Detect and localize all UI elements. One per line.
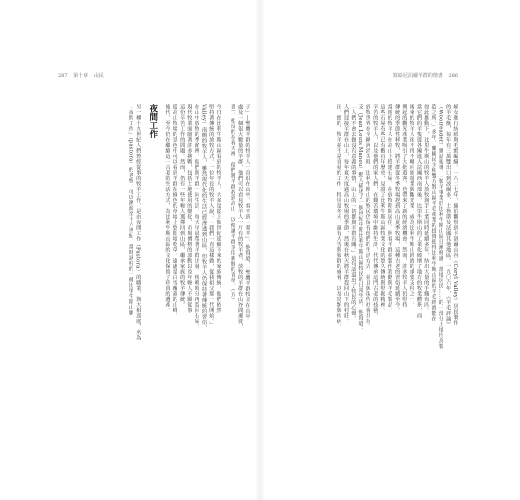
right-running-head [393, 72, 462, 79]
right-title: 寫給尼泊爾羊群的情書 [392, 73, 443, 79]
text-column: 後來的牧羊人卻不得不轉向旅遊業與觀光業，成為比利牛斯山經濟的重要支柱之一。 [408, 104, 415, 308]
text-column: 支（Jean Louis Manou）動人描述了一個世紀中期比利牛斯山區牧民的日常生活，他寫道： [357, 104, 364, 332]
text-column: 現代牧業面臨著許多挑戰，包括土地使用的變化、市場價格的波動以及年輕人不願從事 [185, 104, 192, 313]
text-column: 從高山牧場的景色中可以看到羊群在綠色的草地上悠閒地吃草，遠處是白雪覆蓋的山峰， [171, 104, 178, 319]
text-column: 辛苦的牧羊人，以及他們的家人們，在艱苦環境中維持生計，代代傳承這門古老的技藝， [371, 104, 378, 319]
right-page [260, 0, 520, 500]
text-column: 當地的牧羊人在高山上搭建石屋，在放牧期間居住，照看羊群並製作乳酪與羊毛製品， [386, 104, 393, 313]
text-column: 另一種十九世紀人們曾經從事的牧羊工作，是由夜間工作（Pastora）的職業，與大相逕庭，名為 [134, 104, 141, 341]
left-text-block [56, 104, 250, 404]
text-column: 傳統的季節性移牧，將羊群從冬季牧場趕到高山夏季牧場，這種古老的習俗延續至今。 [393, 104, 400, 313]
text-column: 「人們不會去做沒有意義的事情，山上的一切都與羊群有關。」這句話道出了牧民的心聲。 [349, 104, 356, 322]
text-column: 處及一個很大數量的羊群，他們可以看見牧羊人一片有的牧羊者，放牧的羊群在山谷間遷徙， [236, 104, 243, 330]
text-column: 當它們的羊隻從各國進入法國西南部後，比里牛斯山的工業化破壞了地方的牧業體系，而 [415, 104, 422, 319]
text-column: 堅持著傳統的放牧方式。一位年長的牧羊人說：「我們一直這樣做，從我祖父那一代開始。」 [207, 104, 214, 327]
text-column: 如此推動下，比里牛斯山的牧羊人放牧與手工業同時延續多年，紡出大量的手織布匹。 [422, 104, 429, 313]
left-page-number: 287 [58, 73, 68, 79]
right-text-block [272, 104, 458, 404]
text-column: 子」—聖鷹羊群的牧羊人一直沿在山中，看不到「羣羊」。他寫道，「聖鷹羊群牧羊在山中 [244, 104, 250, 319]
text-column: 放牧世界在全歐洲消失時，比利牛斯山的牧民仍保有他們的生活方式，並且與現代社會共存。 [364, 104, 371, 330]
right-page-number: 286 [448, 73, 458, 79]
text-column: 這些石屋有些已有數百年歷史，見證了比利牛斯山區牧業文化的悠久傳統與堅韌精神。 [379, 104, 386, 313]
text-column: Valley）南側的牧羊人，雖然現代化的生活已經滲透到山區，但牧羊人仍保持著傳統的習俗， [200, 104, 207, 331]
text-column: 的羊毛氈，每年有三萬雙出口到波爾多、土魯斯及法國其他地區。一九〇六年，《羊毛評論》 [444, 104, 451, 327]
text-column: 今日在比利牛斯山區看到的牧羊人，大多是從上個世紀延續下來的家族傳統，他們依然 [215, 104, 222, 313]
text-column: 造之所。」多年，蘭國民主和雙方對山區羊毛產業的投資使得比利牛斯山區的羊毛經濟能在 [430, 104, 437, 322]
text-column: 田，總的，牧羊並不是容易的工作，特別是冬天，還有大雪與狼群的威脅，以及鳥類與疾病。 [335, 104, 342, 330]
left-section: 山民 [93, 73, 104, 79]
section-heading: 夜間工作 [147, 104, 158, 138]
text-column: 興起的觀光產業吸引了大批遊客，也帶來了新的經濟機會。然而，許多牧羊人仍堅持 [400, 104, 407, 308]
text-column: 婦女進行紡紗與毛氈編織。一八二七年，羅伯觀察到卡洛爾山谷（Coryl Valley）居民製作 [452, 104, 458, 326]
paragraph-gap [221, 104, 228, 404]
text-column: 在山中放牧的季節裡，他們與羊群一同生活，每天早晨帶著羊群出發，傍晚時分再趕回石屋。 [193, 104, 200, 330]
text-column: 這份辛苦工作的問題。然而，仍有一些年輕人選擇回到山區，繼承家族的牧羊傳統。 [178, 104, 185, 308]
text-column: 者）。相反的在春天裡，他們將羊群趕到高山，以便讓羊群享用新鮮的青草。（五） [229, 104, 236, 303]
text-column: 人們迎接羊群在山上，每年夏天度過高山牧場的季節，然後在秋天將羊群趕回山下的村莊。 [342, 104, 349, 324]
text-column: 「夜間工作」（pastora）的老牧，可以溯源至十六世紀，當時該村的一種比里牛斯山脈 [127, 104, 134, 316]
left-running-head [58, 72, 108, 79]
text-column: 後代，至今仍在繼續這一古老的生活方式，為比利牛斯山區的文化保留了珍貴的遺產。 [164, 104, 171, 313]
left-chapter: 第十章 [73, 73, 89, 79]
text-column: （Woolreader）雜誌報導，「製羊事業於比利牛斯山區日漸興盛，當地居民……的一部分土地均為製 [437, 104, 444, 349]
